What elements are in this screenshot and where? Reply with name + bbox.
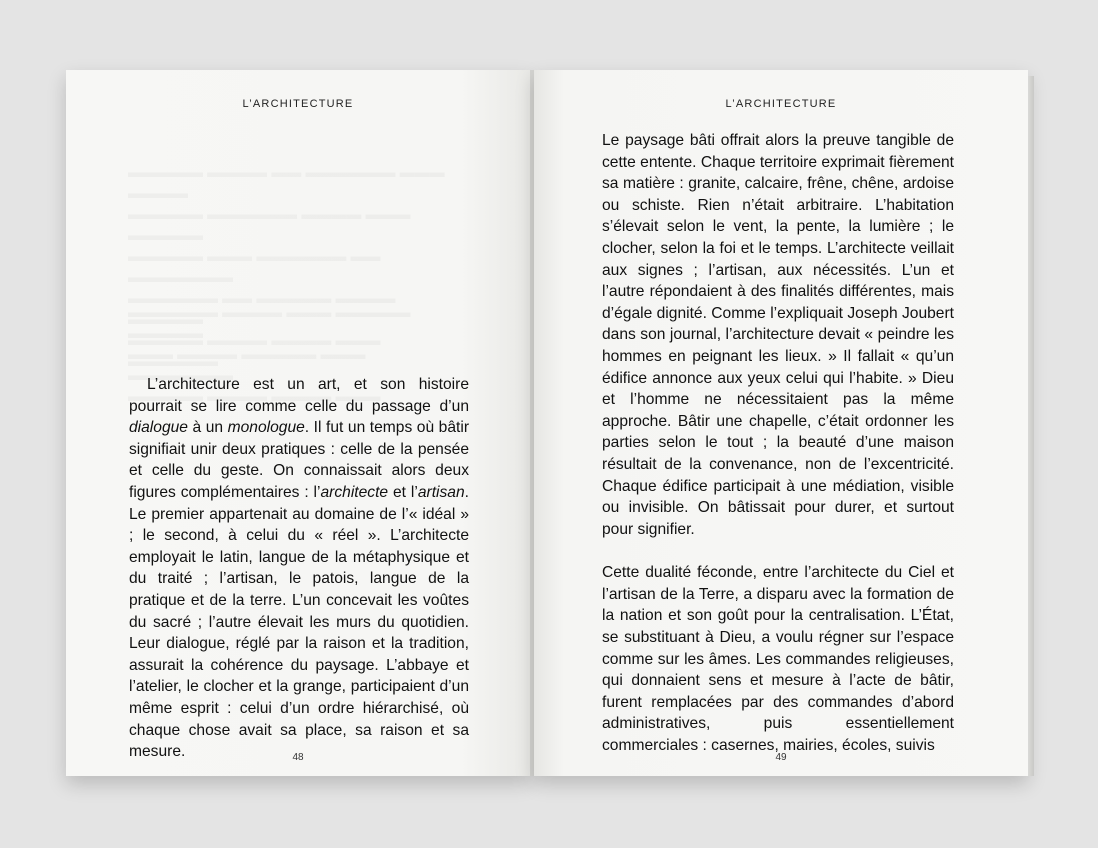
italic-term: architecte — [320, 483, 389, 501]
page-stack-edge — [1028, 76, 1034, 776]
italic-term: monologue — [227, 419, 305, 437]
text-run: . Il fut un temps où bâtir signifiait unir deux pratiques : celle de la pensée et celle du geste. On connaissait alors deux figures complémentaires : l’ — [129, 419, 470, 501]
left-paragraph — [129, 374, 469, 763]
running-head-left: L’ARCHITECTURE — [242, 98, 354, 110]
text-run: et l’ — [388, 483, 418, 501]
text-run: à un — [187, 419, 228, 437]
text-run: . Le premier appartenait au domaine de l’« idéal » ; le second, à celui du « réel ». L’architecte employait le latin, langue de la métaphysique et du traité ; l’artisan, le patois, langue de la pratique et de la terre. L’un concevait les voûtes du sacré ; l’autre élevait les murs du quotidien. Leur dialogue, réglé par la raison et la tradition, assurait la cohérence du paysage. L’abbaye et l’atelier, le clocher et la grange, participaient d’un même esprit : celui d’un ordre hiérarchisé, où chaque chose avait sa place, sa raison et sa mesure. — [129, 483, 469, 761]
running-head-right: L’ARCHITECTURE — [725, 98, 837, 110]
right-page-body-text — [602, 130, 954, 779]
open-book — [66, 70, 1028, 776]
italic-term: dialogue — [129, 419, 188, 437]
right-paragraph-1: Le paysage bâti offrait alors la preuve tangible de cette entente. Chaque territoire exprimait fièrement sa matière : granite, calcaire, frêne, chêne, ardoise ou schiste. Rien n’était arbitraire. L’habitation s’élevait selon le vent, la pente, la lumière ; le clocher, selon la foi et le temps. L’architecte veillait aux signes ; l’artisan, aux nécessités. L’un et l’autre répondaient à des finalités différentes, mais d’égale dignité. Comme l’expliquait Joseph Joubert dans son journal, l’architecture devait « peindre les hommes en peignant les lieux. » Il fallait « qu’un édifice annonce aux yeux celui qui l’habite. » Dieu et l’homme ne nécessitaient pas la même approche. Bâtir une chapelle, c’était ordonner les parties selon le tout ; la beauté d’une maison résultait de la convenance, non de l’excentricité. Chaque édifice participait à une médiation, visible ou invisible. On bâtissait pour durer, et surtout pour signifier. — [602, 132, 954, 538]
left-page — [66, 70, 530, 776]
page-number-right: 49 — [775, 752, 787, 763]
page-number-left: 48 — [292, 752, 304, 763]
right-page — [534, 70, 1028, 776]
right-paragraph-2: Cette dualité féconde, entre l’architecte du Ciel et l’artisan de la Terre, a disparu avec la formation de la nation et son goût pour la centralisation. L’État, se substituant à Dieu, a voulu régner sur l’espace comme sur les âmes. Les commandes religieuses, qui donnaient sens et mesure à l’acte de bâtir, furent remplacées par des commandes d’abord administratives, puis essentiellement commerciales : casernes, mairies, écoles, suivis — [602, 564, 954, 755]
left-page-body-text — [129, 374, 469, 763]
text-run: L’architecture est un art, et son histoire pourrait se lire comme celle du passage d’un — [129, 376, 469, 415]
italic-term: artisan — [417, 483, 465, 501]
